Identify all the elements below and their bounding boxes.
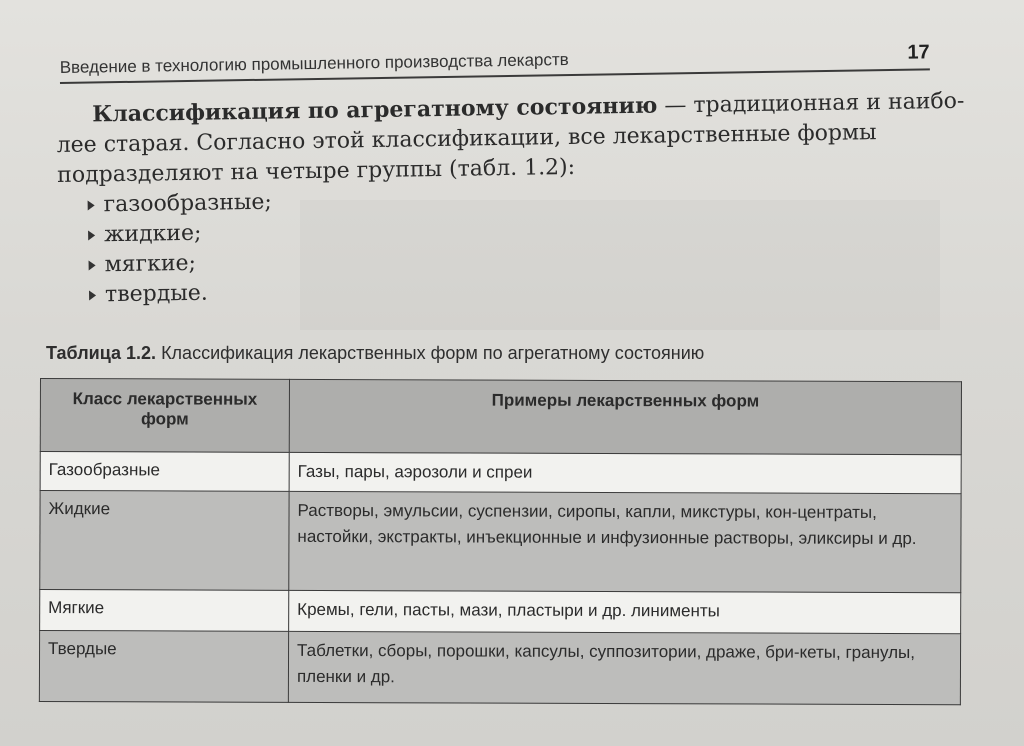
paragraph-line-2: лее старая. Согласно этой классификации, все лекарственные формы bbox=[56, 120, 877, 158]
table-row bbox=[39, 631, 960, 705]
table-cell-class: Твердые bbox=[39, 631, 288, 703]
paragraph-line-3: подразделяют на четыре группы (табл. 1.2): bbox=[56, 154, 576, 188]
running-header-title: Введение в технологию промышленного производства лекарств bbox=[59, 50, 569, 78]
table-caption-text: Классификация лекарственных форм по агрегатному состоянию bbox=[156, 343, 705, 363]
defined-term: Классификация по агрегатному состоянию bbox=[92, 92, 658, 128]
bullet-text: твердые. bbox=[104, 280, 208, 308]
table-cell-examples: Таблетки, сборы, порошки, капсулы, суппозитории, драже, бри-кеты, гранулы, пленки и др. bbox=[288, 631, 960, 704]
table-caption-label: Таблица 1.2. bbox=[46, 343, 157, 363]
bullet-arrow-icon bbox=[89, 260, 96, 270]
bullet-list bbox=[87, 177, 939, 310]
page-number: 17 bbox=[907, 41, 930, 64]
column-header-class: Класс лекарственных форм bbox=[40, 379, 289, 453]
running-header bbox=[59, 34, 929, 84]
table-caption bbox=[46, 343, 704, 364]
table-cell-examples: Газы, пары, аэрозоли и спреи bbox=[289, 452, 961, 493]
paragraph-text-1: — традиционная и наибо- bbox=[657, 88, 965, 119]
bullet-text: мягкие; bbox=[104, 250, 197, 278]
table-cell-examples: Растворы, эмульсии, суспензии, сиропы, капли, микстуры, кон-центраты, настойки, экстракты, инъекционные и инфузионные растворы, эликсиры и др. bbox=[289, 491, 961, 592]
table-row bbox=[40, 491, 961, 593]
table-row bbox=[40, 452, 961, 494]
bullet-arrow-icon bbox=[89, 290, 96, 300]
bullet-text: жидкие; bbox=[103, 220, 202, 248]
body-text bbox=[56, 86, 965, 311]
table-cell-class: Жидкие bbox=[40, 491, 289, 591]
classification-table bbox=[39, 378, 962, 705]
column-header-examples: Примеры лекарственных форм bbox=[289, 379, 961, 454]
bullet-arrow-icon bbox=[88, 230, 95, 240]
table-header-row bbox=[40, 379, 961, 455]
bullet-text: газообразные; bbox=[103, 189, 273, 218]
table-cell-class: Мягкие bbox=[40, 590, 289, 632]
table-row bbox=[40, 590, 961, 634]
table-cell-examples: Кремы, гели, пасты, мази, пластыри и др. линименты bbox=[289, 590, 961, 633]
table-cell-class: Газообразные bbox=[40, 452, 289, 492]
bullet-arrow-icon bbox=[88, 200, 95, 210]
